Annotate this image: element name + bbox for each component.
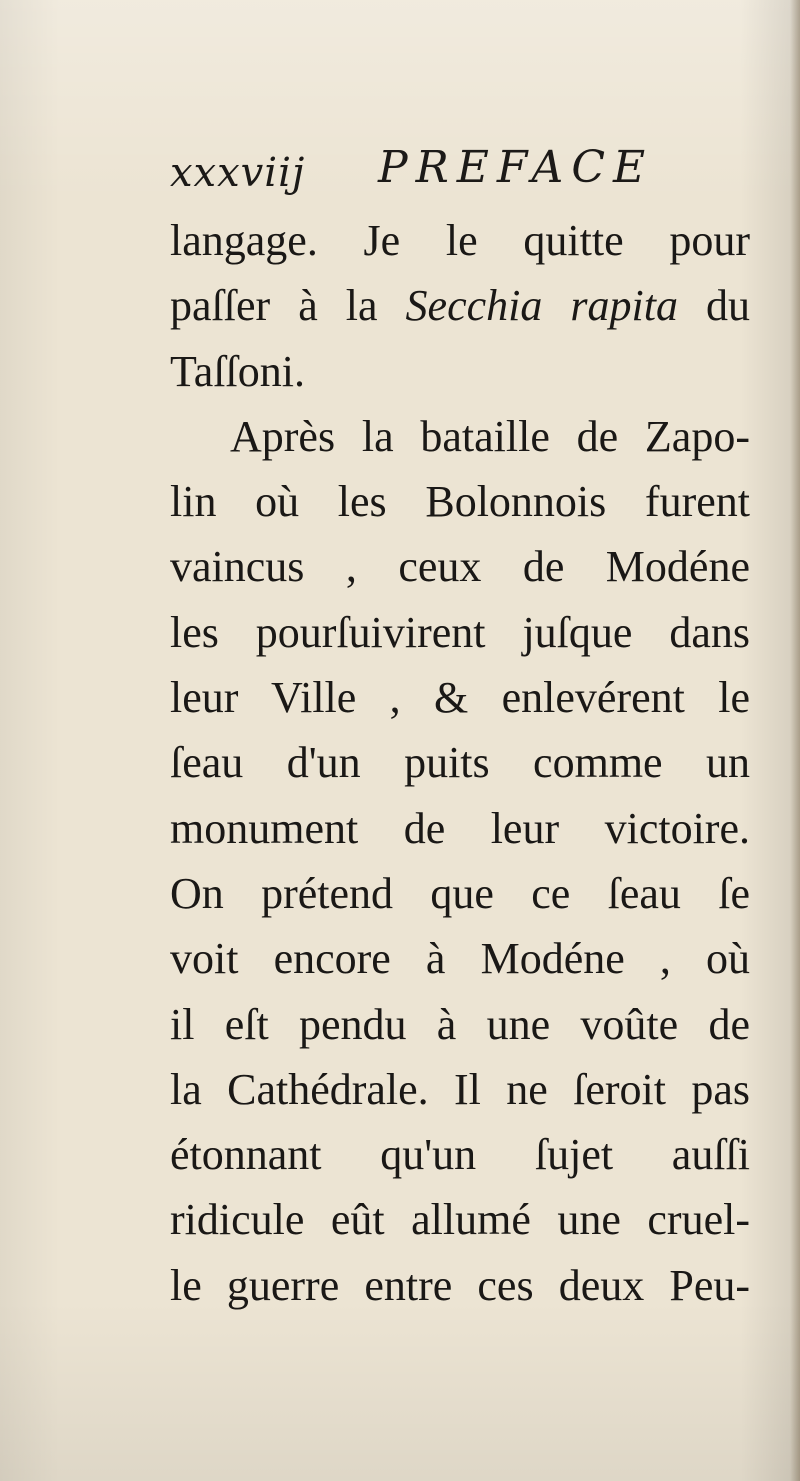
text-fragment: paſſer à la <box>170 281 406 331</box>
body-text <box>170 208 750 1318</box>
text-line <box>170 273 750 338</box>
italic-title: Secchia rapita <box>405 281 678 331</box>
text-line: Après la bataille de Zapo- <box>230 411 750 461</box>
text-line: étonnant qu'un ſujet auſſi <box>170 1130 750 1180</box>
running-head <box>170 142 730 202</box>
text-fragment: du <box>677 281 750 331</box>
text-line: ſeau d'un puits comme un <box>170 738 750 788</box>
page-edge-shadow <box>790 0 800 1481</box>
text-line: Taſſoni. <box>170 346 306 396</box>
text-line: voit encore à Modéne , où <box>170 934 750 984</box>
header-title: PREFACE <box>378 142 654 193</box>
text-line: lin où les Bolonnois furent <box>170 477 750 527</box>
text-line: la Cathédrale. Il ne ſeroit pas <box>170 1064 750 1114</box>
text-line: On prétend que ce ſeau ſe <box>170 868 750 918</box>
text-line: monument de leur victoire. <box>170 803 750 853</box>
text-line: langage. Je le quitte pour <box>170 216 750 265</box>
text-line: le guerre entre ces deux Peu- <box>170 1260 750 1310</box>
text-line: vaincus , ceux de Modéne <box>170 542 750 592</box>
page-number: xxxviij <box>170 150 306 196</box>
text-line: les pourſuivirent juſque dans <box>170 607 750 657</box>
text-line: il eſt pendu à une voûte de <box>170 999 750 1049</box>
text-line: leur Ville , & enlevérent le <box>170 673 750 723</box>
text-line: ridicule eût allumé une cruel- <box>170 1195 750 1245</box>
